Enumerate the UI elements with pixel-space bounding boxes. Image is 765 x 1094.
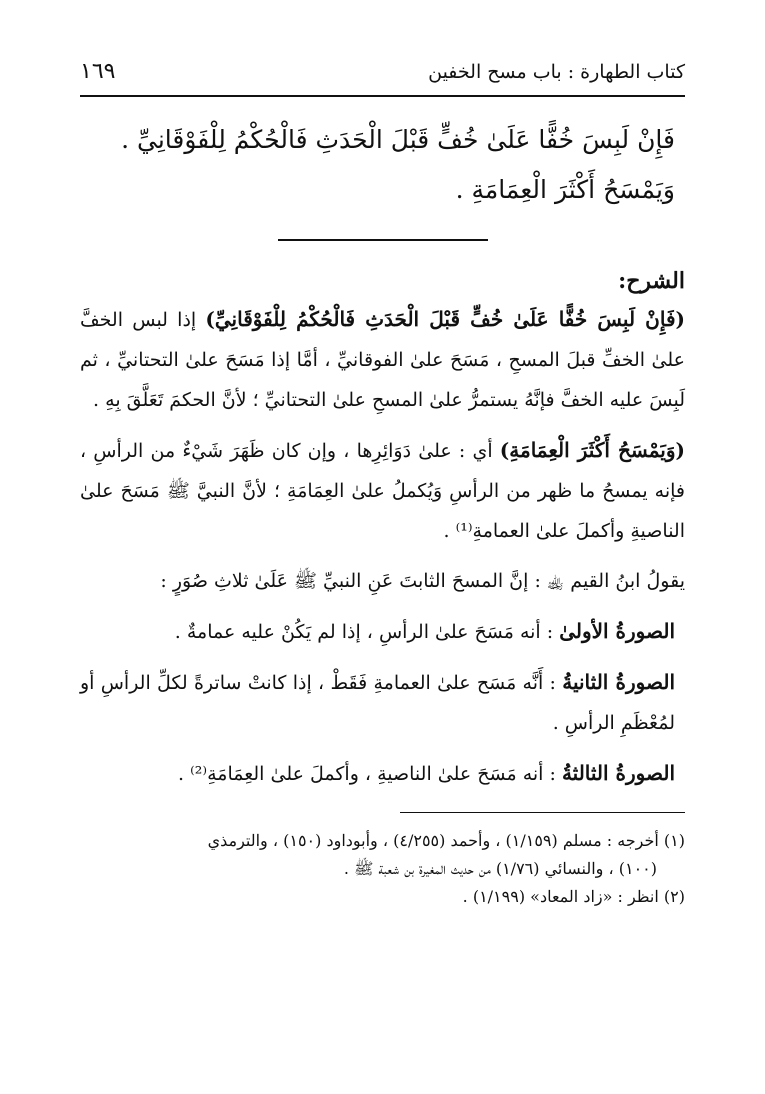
paragraph-2-text: أي : علىٰ دَوَائِرِها ، وإن كان ظَهَرَ شَيْءٌ من الرأسِ ، فإنه يمسحُ ما ظهر من الرأسِ وَيُكملُ علىٰ العِمَامَةِ ؛ لأنَّ النبيَّ ﷺ مَسَحَ علىٰ الناصيةِ وأكملَ علىٰ العمامةِ⁽¹⁾ . bbox=[80, 440, 685, 542]
chapter-title: كتاب الطهارة : باب مسح الخفين bbox=[428, 61, 685, 83]
form-2 bbox=[80, 662, 685, 743]
form-3-text: : أنه مَسَحَ علىٰ الناصيةِ ، وأكملَ علىٰ العِمَامَةِ⁽²⁾ . bbox=[178, 763, 562, 785]
matn-line-2: وَيَمْسَحُ أَكْثَرَ الْعِمَامَةِ . bbox=[455, 175, 675, 204]
page-header bbox=[80, 55, 685, 97]
form-3-label: الصورةُ الثالثةُ bbox=[561, 761, 675, 785]
footnote-1-line-1: (١) أخرجه : مسلم (١/١٥٩) ، وأحمد (٤/٢٥٥) ، وأبوداود (١٥٠) ، والترمذي bbox=[207, 831, 685, 850]
footnote-divider bbox=[400, 812, 685, 813]
footnotes bbox=[80, 827, 685, 911]
footnote-1-line-2: (١٠٠) ، والنسائي (١/٧٦) من حديث المغيرة بن شعبة ﷺ . bbox=[343, 859, 657, 878]
paragraph-1 bbox=[80, 299, 685, 420]
page-number: ١٦٩ bbox=[80, 59, 116, 84]
form-1-text: : أنه مَسَحَ علىٰ الرأسِ ، إذا لم يَكُنْ عليه عمامةٌ . bbox=[174, 621, 560, 643]
quoted-matn-1: (فَإِنْ لَبِسَ خُفًّا عَلَىٰ خُفٍّ قَبْلَ الْحَدَثِ فَالْحُكْمُ لِلْفَوْقَانِيِّ) bbox=[205, 307, 685, 331]
footnote-2: (٢) انظر : «زاد المعاد» (١/١٩٩) . bbox=[462, 887, 685, 906]
paragraph-1-text: إذا لبس الخفَّ علىٰ الخفِّ قبلَ المسحِ ، مَسَحَ علىٰ الفوقانيِّ ، أمَّا إذا مَسَحَ علىٰ التحتانيِّ ، ثم لَبِسَ عليه الخفَّ فإنَّهُ يستمرُّ علىٰ المسحِ علىٰ التحتانيِّ ؛ لأنَّ الحكمَ تَعَلَّقَ بِهِ . bbox=[80, 309, 685, 411]
document-page bbox=[80, 55, 685, 911]
commentary-heading: الشرح: bbox=[618, 268, 685, 294]
matn-text bbox=[80, 115, 685, 215]
quoted-matn-2: (وَيَمْسَحُ أَكْثَرَ الْعِمَامَةِ) bbox=[499, 438, 685, 462]
form-2-text: : أَنَّه مَسَح علىٰ العمامةِ فَقَطْ ، إذا كانتْ ساترةً لكلِّ الرأسِ أو لمُعْظَمِ الرأسِ . bbox=[80, 672, 675, 734]
section-divider bbox=[278, 239, 488, 241]
form-3 bbox=[80, 753, 685, 794]
form-2-label: الصورةُ الثانيةُ bbox=[562, 670, 676, 694]
paragraph-3: يقولُ ابنُ القيم ﵀ : إنَّ المسحَ الثابتَ عَنِ النبيِّ ﷺ عَلَىٰ ثلاثِ صُوَرٍ : bbox=[160, 570, 685, 592]
commentary-body bbox=[80, 299, 685, 794]
form-1 bbox=[80, 611, 685, 652]
form-1-label: الصورةُ الأولىٰ bbox=[559, 619, 675, 643]
paragraph-2 bbox=[80, 430, 685, 551]
matn-line-1: فَإِنْ لَبِسَ خُفًّا عَلَىٰ خُفٍّ قَبْلَ الْحَدَثِ فَالْحُكْمُ لِلْفَوْقَانِيِّ . bbox=[121, 125, 675, 154]
